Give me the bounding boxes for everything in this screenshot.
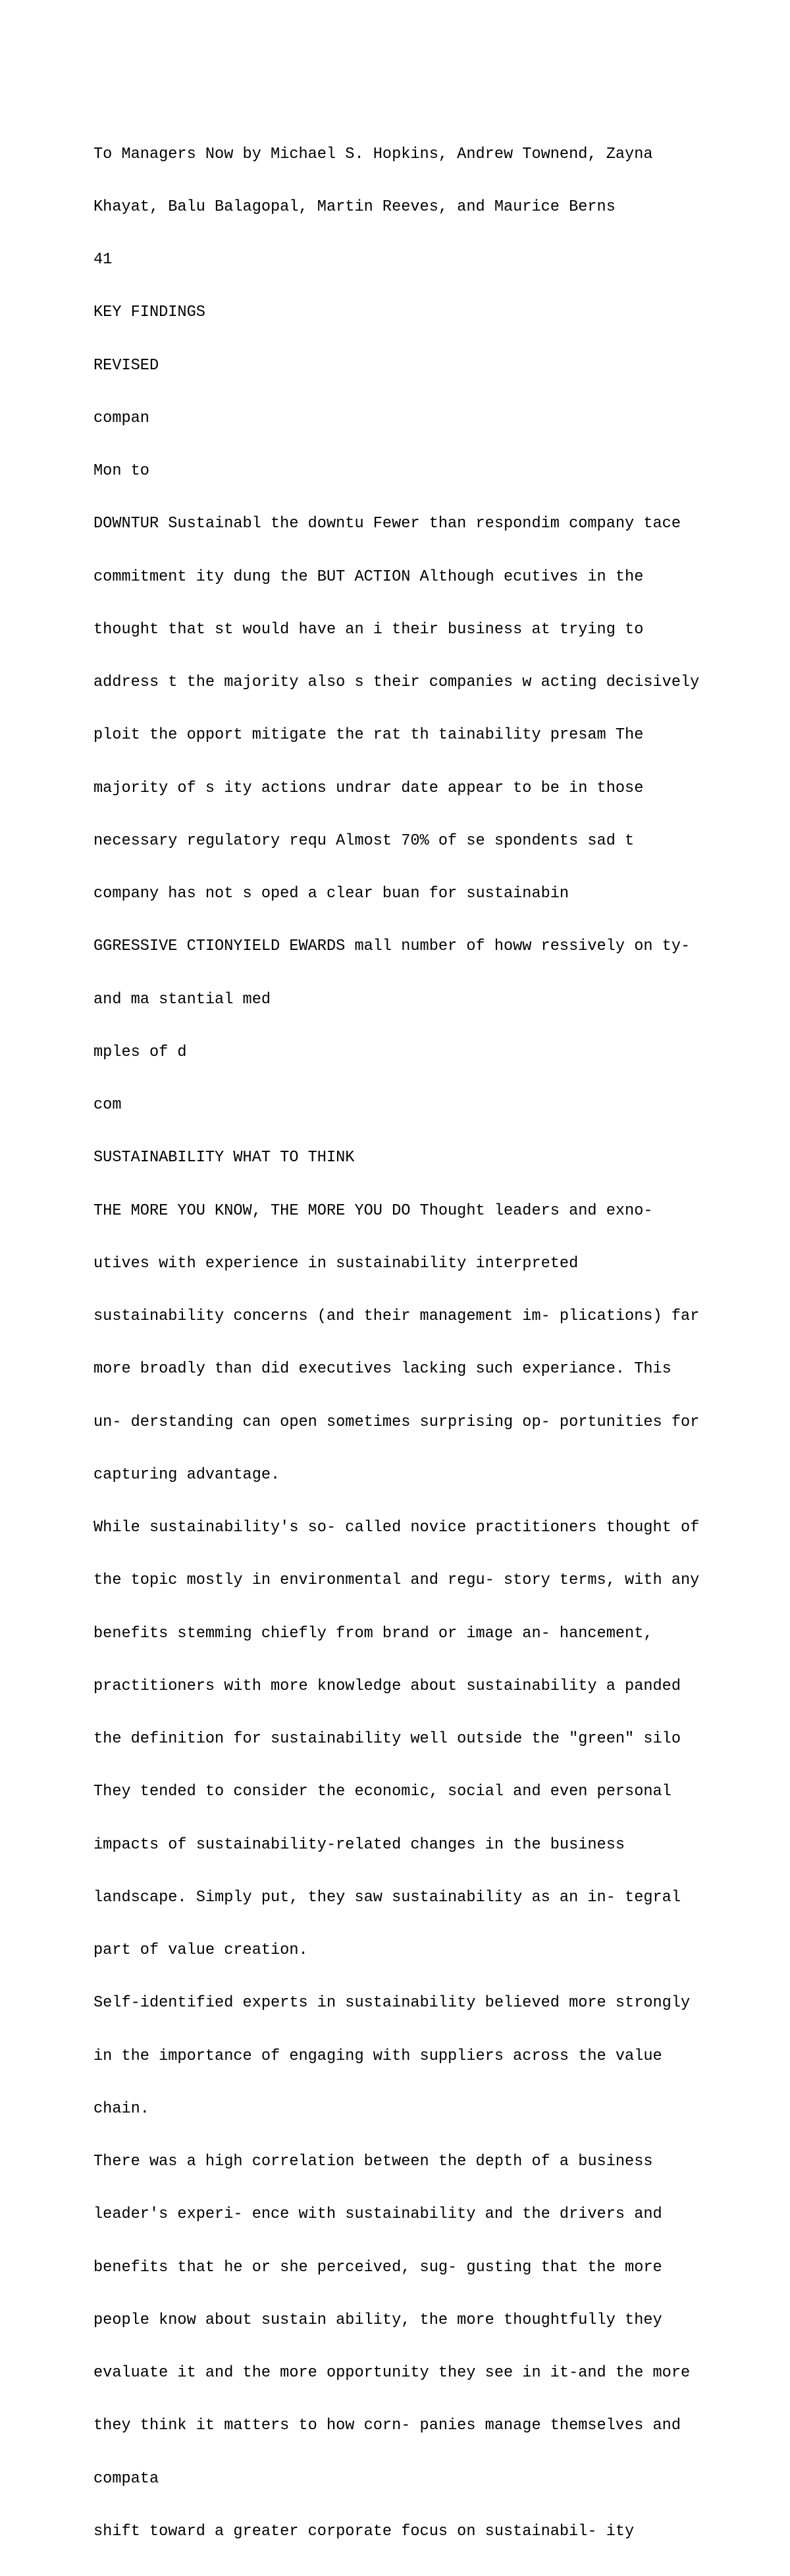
text-line: DOWNTUR Sustainabl the downtu Fewer than respondim company tace [93,515,681,533]
text-line: un- derstanding can open sometimes surprising op- portunities for [93,1413,700,1431]
text-line: more broadly than did executives lacking such experiance. This [93,1360,672,1379]
text-line: capturing advantage. [93,1465,280,1484]
text-line: sustainability concerns (and their management im- plications) far [93,1307,700,1325]
document-body [93,111,752,2576]
text-line: ploit the opport mitigate the rat th tainability presam The [93,726,644,745]
text-line: To Managers Now by Michael S. Hopkins, Andrew Townend, Zayna [93,145,653,163]
text-line: REVISED [93,356,159,375]
text-line: landscape. Simply put, they saw sustainability as an in- tegral [93,1888,681,1906]
section-heading: SUSTAINABILITY WHAT TO THINK [93,1149,355,1167]
text-line: in the importance of engaging with suppliers across the value [93,2047,662,2065]
text-line: There was a high correlation between the depth of a business [93,2153,653,2170]
text-line: thought that st would have an i their business at trying to [93,620,644,639]
section-heading: KEY FINDINGS [93,303,205,322]
page-number: 41 [93,251,113,269]
text-line: THE MORE YOU KNOW, THE MORE YOU DO Thought leaders and exno- [93,1201,653,1220]
text-line: the definition for sustainability well outside the "green" silo [93,1730,681,1748]
text-line: address t the majority also s their companies w acting decisively [93,673,700,691]
text-line: compata [93,2469,159,2488]
text-line: the topic mostly in environmental and regu- story terms, with any [93,1571,700,1590]
text-line: evaluate it and the more opportunity they see in it-and the more [93,2364,691,2382]
text-line: they think it matters to how corn- panies manage themselves and [93,2417,681,2435]
text-line: necessary regulatory requ Almost 70% of se spondents sad t [93,831,635,850]
text-line: While sustainability's so- called novice practitioners thought of [93,1519,700,1537]
text-line: Self-identified experts in sustainability believed more strongly [93,1994,691,2012]
text-line: commitment ity dung the BUT ACTION Although ecutives in the [93,567,644,586]
text-line: benefits that he or she perceived, sug- gusting that the more [93,2258,662,2276]
text-line: benefits stemming chiefly from brand or image an- hancement, [93,1624,653,1643]
text-line: Khayat, Balu Balagopal, Martin Reeves, and Maurice Berns [93,197,616,216]
text-line: Mon to [93,462,149,480]
text-line: utives with experience in sustainability interpreted [93,1254,579,1273]
text-line: majority of s ity actions undrar date appear to be in those [93,779,644,797]
text-line: company has not s oped a clear buan for sustainabin [93,885,569,903]
text-line: part of value creation. [93,1941,308,1959]
text-line: mples of d [93,1043,187,1061]
text-line: people know about sustain ability, the more thoughtfully they [93,2311,662,2329]
text-line: practitioners with more knowledge about sustainability a panded [93,1677,681,1695]
text-line: com [93,1096,122,1114]
text-line: and ma stantial med [93,990,271,1009]
text-line: leader's experi- ence with sustainability and the drivers and [93,2205,662,2224]
text-line: shift toward a greater corporate focus on sustainabil- ity [93,2522,635,2540]
text-line: impacts of sustainability-related changes in the business [93,1835,625,1854]
text-line: GGRESSIVE CTIONYIELD EWARDS mall number of howw ressively on ty- [93,937,691,956]
text-line: compan [93,409,149,427]
text-line: chain. [93,2099,149,2118]
text-line: They tended to consider the economic, social and even personal [93,1783,672,1801]
